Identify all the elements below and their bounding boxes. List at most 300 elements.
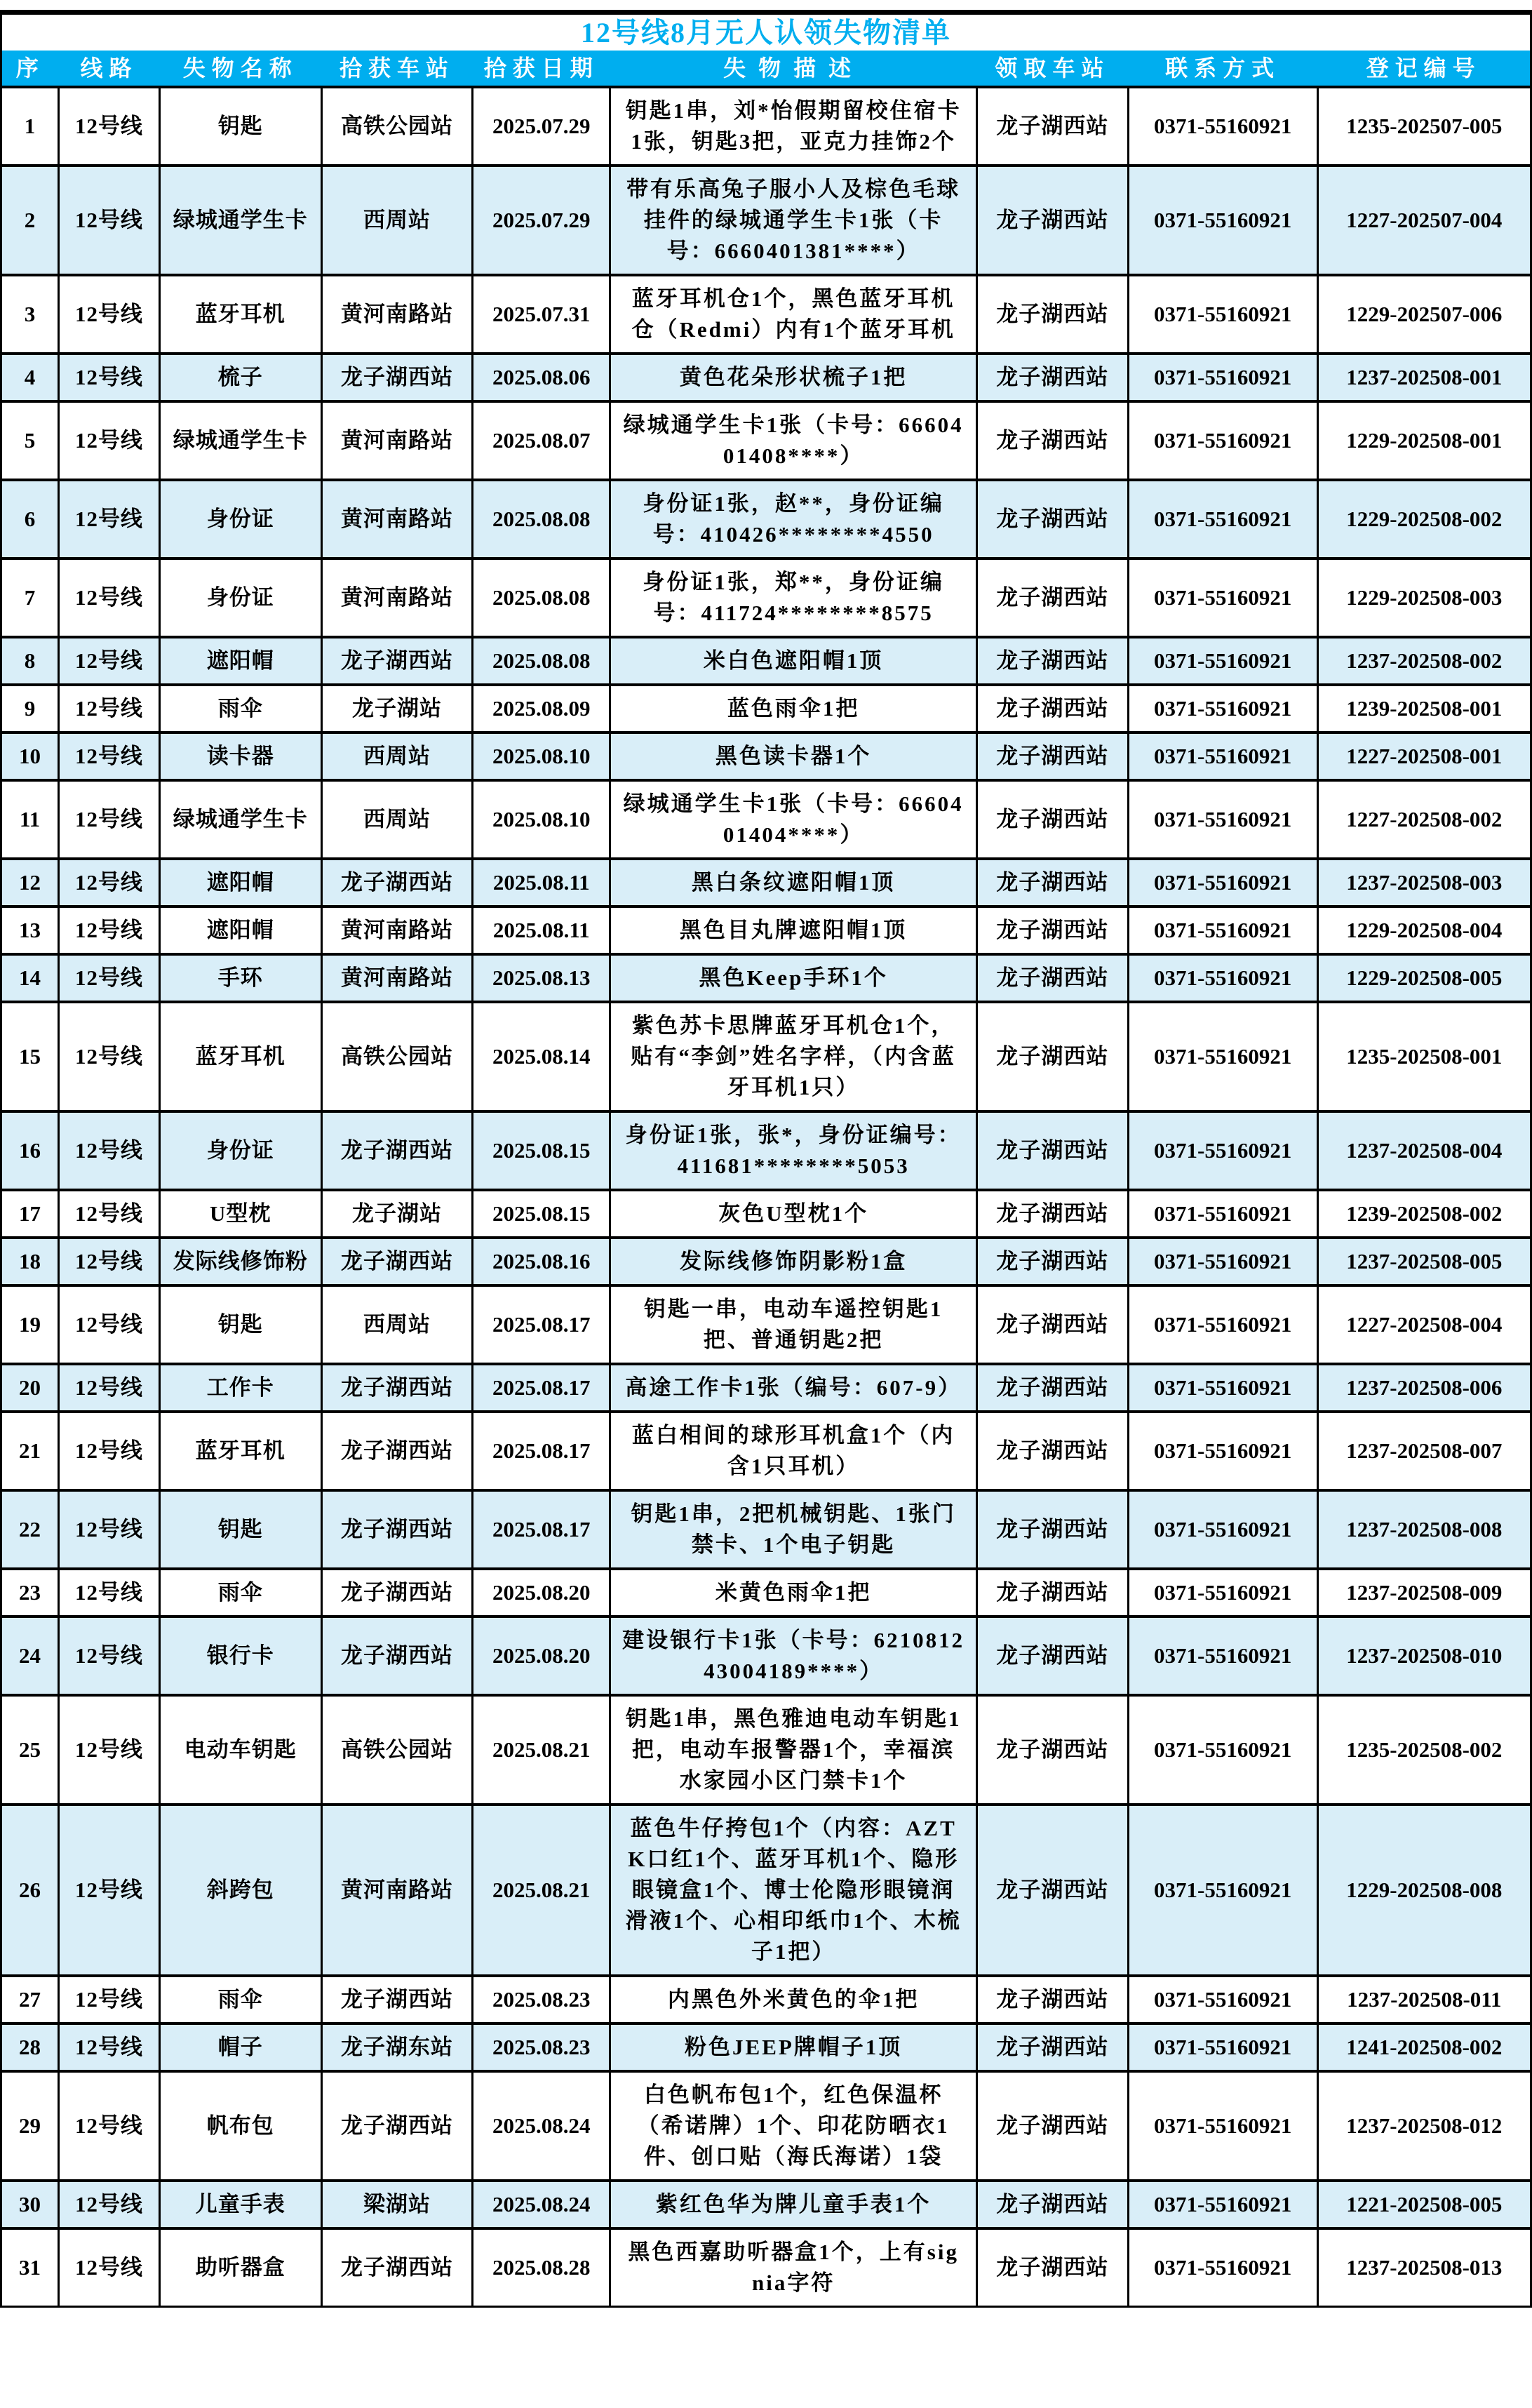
cell-description: 钥匙一串，电动车遥控钥匙1把、普通钥匙2把: [610, 1285, 977, 1364]
cell-seq: 30: [2, 2181, 59, 2228]
cell-item: 斜跨包: [159, 1805, 321, 1976]
cell-pickup_station: 龙子湖西站: [977, 1002, 1129, 1111]
cell-item: 工作卡: [159, 1364, 321, 1412]
cell-found_station: 龙子湖西站: [321, 1569, 473, 1617]
cell-found_station: 龙子湖西站: [321, 859, 473, 907]
column-header-3: 拾获车站: [321, 51, 473, 87]
cell-found_station: 黄河南路站: [321, 1805, 473, 1976]
table-row: [2, 1412, 1530, 1490]
cell-description: 黄色花朵形状梳子1把: [610, 354, 977, 401]
cell-pickup_station: 龙子湖西站: [977, 2228, 1129, 2306]
cell-line: 12号线: [59, 275, 160, 354]
cell-description: 黑色Keep手环1个: [610, 954, 977, 1002]
column-header-0: 序: [2, 51, 59, 87]
cell-seq: 11: [2, 780, 59, 859]
cell-found_date: 2025.08.10: [473, 780, 610, 859]
cell-line: 12号线: [59, 1412, 160, 1490]
cell-contact: 0371-55160921: [1128, 2181, 1317, 2228]
cell-item: 雨伞: [159, 1569, 321, 1617]
cell-pickup_station: 龙子湖西站: [977, 275, 1129, 354]
column-header-2: 失物名称: [159, 51, 321, 87]
table-row: [2, 1002, 1530, 1111]
cell-item: 绿城通学生卡: [159, 166, 321, 275]
cell-reg_no: 1235-202508-002: [1317, 1695, 1530, 1805]
cell-found_station: 龙子湖西站: [321, 1490, 473, 1569]
cell-pickup_station: 龙子湖西站: [977, 733, 1129, 780]
cell-reg_no: 1227-202508-004: [1317, 1285, 1530, 1364]
cell-item: 儿童手表: [159, 2181, 321, 2228]
cell-description: 粉色JEEP牌帽子1顶: [610, 2024, 977, 2071]
table-row: [2, 1490, 1530, 1569]
cell-line: 12号线: [59, 2024, 160, 2071]
cell-contact: 0371-55160921: [1128, 1976, 1317, 2024]
cell-pickup_station: 龙子湖西站: [977, 2071, 1129, 2181]
cell-reg_no: 1239-202508-002: [1317, 1190, 1530, 1238]
cell-found_date: 2025.08.13: [473, 954, 610, 1002]
cell-line: 12号线: [59, 1238, 160, 1285]
cell-description: 蓝白相间的球形耳机盒1个（内含1只耳机）: [610, 1412, 977, 1490]
cell-pickup_station: 龙子湖西站: [977, 1111, 1129, 1190]
cell-pickup_station: 龙子湖西站: [977, 2181, 1129, 2228]
cell-found_station: 黄河南路站: [321, 907, 473, 954]
cell-reg_no: 1237-202508-006: [1317, 1364, 1530, 1412]
cell-found_station: 高铁公园站: [321, 1002, 473, 1111]
cell-item: 手环: [159, 954, 321, 1002]
cell-description: 黑白条纹遮阳帽1顶: [610, 859, 977, 907]
cell-item: 蓝牙耳机: [159, 1412, 321, 1490]
cell-seq: 13: [2, 907, 59, 954]
cell-found_station: 梁湖站: [321, 2181, 473, 2228]
cell-found_station: 黄河南路站: [321, 401, 473, 480]
cell-description: 内黑色外米黄色的伞1把: [610, 1976, 977, 2024]
cell-seq: 20: [2, 1364, 59, 1412]
table-row: [2, 859, 1530, 907]
cell-contact: 0371-55160921: [1128, 685, 1317, 733]
table-row: [2, 954, 1530, 1002]
cell-seq: 8: [2, 637, 59, 685]
table-row: [2, 1364, 1530, 1412]
cell-item: 钥匙: [159, 1285, 321, 1364]
cell-item: 钥匙: [159, 87, 321, 166]
table-row: [2, 1617, 1530, 1695]
cell-item: 助听器盒: [159, 2228, 321, 2306]
cell-reg_no: 1237-202508-012: [1317, 2071, 1530, 2181]
cell-found_station: 龙子湖西站: [321, 1617, 473, 1695]
cell-found_station: 龙子湖西站: [321, 1364, 473, 1412]
cell-pickup_station: 龙子湖西站: [977, 1364, 1129, 1412]
table-row: [2, 1190, 1530, 1238]
table-row: [2, 87, 1530, 166]
cell-contact: 0371-55160921: [1128, 1617, 1317, 1695]
table-row: [2, 1805, 1530, 1976]
cell-seq: 12: [2, 859, 59, 907]
cell-reg_no: 1237-202508-002: [1317, 637, 1530, 685]
cell-line: 12号线: [59, 480, 160, 558]
cell-reg_no: 1227-202508-001: [1317, 733, 1530, 780]
cell-contact: 0371-55160921: [1128, 480, 1317, 558]
cell-contact: 0371-55160921: [1128, 1002, 1317, 1111]
cell-pickup_station: 龙子湖西站: [977, 1617, 1129, 1695]
cell-found_date: 2025.08.08: [473, 637, 610, 685]
cell-line: 12号线: [59, 733, 160, 780]
table-row: [2, 2071, 1530, 2181]
cell-found_date: 2025.08.23: [473, 2024, 610, 2071]
cell-contact: 0371-55160921: [1128, 1805, 1317, 1976]
cell-pickup_station: 龙子湖西站: [977, 907, 1129, 954]
cell-description: 蓝牙耳机仓1个，黑色蓝牙耳机仓（Redmi）内有1个蓝牙耳机: [610, 275, 977, 354]
cell-pickup_station: 龙子湖西站: [977, 1976, 1129, 2024]
cell-found_station: 龙子湖站: [321, 1190, 473, 1238]
cell-reg_no: 1235-202507-005: [1317, 87, 1530, 166]
cell-found_date: 2025.08.11: [473, 859, 610, 907]
cell-description: 紫色苏卡思牌蓝牙耳机仓1个，贴有“李剑”姓名字样，（内含蓝牙耳机1只）: [610, 1002, 977, 1111]
cell-line: 12号线: [59, 1285, 160, 1364]
table-row: [2, 2181, 1530, 2228]
cell-pickup_station: 龙子湖西站: [977, 1695, 1129, 1805]
table-body: [2, 87, 1530, 2306]
cell-found_station: 高铁公园站: [321, 1695, 473, 1805]
cell-found_date: 2025.08.06: [473, 354, 610, 401]
cell-contact: 0371-55160921: [1128, 954, 1317, 1002]
cell-found_date: 2025.08.17: [473, 1412, 610, 1490]
cell-reg_no: 1221-202508-005: [1317, 2181, 1530, 2228]
cell-found_station: 龙子湖西站: [321, 1412, 473, 1490]
cell-seq: 6: [2, 480, 59, 558]
cell-contact: 0371-55160921: [1128, 275, 1317, 354]
cell-found_date: 2025.08.14: [473, 1002, 610, 1111]
cell-description: 发际线修饰阴影粉1盒: [610, 1238, 977, 1285]
cell-seq: 2: [2, 166, 59, 275]
cell-seq: 10: [2, 733, 59, 780]
cell-reg_no: 1227-202508-002: [1317, 780, 1530, 859]
cell-line: 12号线: [59, 1805, 160, 1976]
lost-items-table: [2, 51, 1530, 2306]
column-header-6: 领取车站: [977, 51, 1129, 87]
cell-seq: 29: [2, 2071, 59, 2181]
cell-line: 12号线: [59, 1695, 160, 1805]
cell-line: 12号线: [59, 780, 160, 859]
cell-description: 钥匙1串，2把机械钥匙、1张门禁卡、1个电子钥匙: [610, 1490, 977, 1569]
cell-reg_no: 1235-202508-001: [1317, 1002, 1530, 1111]
cell-pickup_station: 龙子湖西站: [977, 1238, 1129, 1285]
cell-pickup_station: 龙子湖西站: [977, 2024, 1129, 2071]
cell-found_station: 西周站: [321, 780, 473, 859]
cell-reg_no: 1237-202508-007: [1317, 1412, 1530, 1490]
table-row: [2, 780, 1530, 859]
cell-line: 12号线: [59, 558, 160, 637]
cell-contact: 0371-55160921: [1128, 859, 1317, 907]
cell-seq: 17: [2, 1190, 59, 1238]
cell-contact: 0371-55160921: [1128, 87, 1317, 166]
cell-item: 遮阳帽: [159, 637, 321, 685]
cell-seq: 21: [2, 1412, 59, 1490]
cell-found_date: 2025.08.20: [473, 1617, 610, 1695]
table-row: [2, 1569, 1530, 1617]
cell-line: 12号线: [59, 1976, 160, 2024]
cell-pickup_station: 龙子湖西站: [977, 1412, 1129, 1490]
cell-item: 遮阳帽: [159, 907, 321, 954]
cell-description: 高途工作卡1张（编号：607-9）: [610, 1364, 977, 1412]
cell-found_date: 2025.07.29: [473, 166, 610, 275]
table-row: [2, 275, 1530, 354]
cell-description: 建设银行卡1张（卡号：621081243004189****）: [610, 1617, 977, 1695]
cell-line: 12号线: [59, 401, 160, 480]
cell-pickup_station: 龙子湖西站: [977, 87, 1129, 166]
cell-item: 绿城通学生卡: [159, 401, 321, 480]
cell-line: 12号线: [59, 354, 160, 401]
cell-line: 12号线: [59, 1002, 160, 1111]
cell-description: 钥匙1串，黑色雅迪电动车钥匙1把，电动车报警器1个，幸福滨水家园小区门禁卡1个: [610, 1695, 977, 1805]
cell-item: 电动车钥匙: [159, 1695, 321, 1805]
cell-item: 身份证: [159, 1111, 321, 1190]
cell-description: 绿城通学生卡1张（卡号：6660401408****）: [610, 401, 977, 480]
cell-pickup_station: 龙子湖西站: [977, 166, 1129, 275]
cell-found_date: 2025.08.23: [473, 1976, 610, 2024]
table-row: [2, 480, 1530, 558]
cell-pickup_station: 龙子湖西站: [977, 954, 1129, 1002]
cell-seq: 22: [2, 1490, 59, 1569]
cell-pickup_station: 龙子湖西站: [977, 1190, 1129, 1238]
cell-item: 梳子: [159, 354, 321, 401]
cell-description: 黑色目丸牌遮阳帽1顶: [610, 907, 977, 954]
page-title: 12号线8月无人认领失物清单: [2, 15, 1530, 51]
cell-found_date: 2025.08.15: [473, 1111, 610, 1190]
table-row: [2, 1111, 1530, 1190]
cell-contact: 0371-55160921: [1128, 558, 1317, 637]
cell-seq: 23: [2, 1569, 59, 1617]
cell-reg_no: 1237-202508-003: [1317, 859, 1530, 907]
cell-reg_no: 1237-202508-010: [1317, 1617, 1530, 1695]
cell-seq: 19: [2, 1285, 59, 1364]
table-row: [2, 2024, 1530, 2071]
table-row: [2, 685, 1530, 733]
lost-items-sheet: [0, 10, 1532, 2308]
cell-pickup_station: 龙子湖西站: [977, 637, 1129, 685]
cell-found_station: 龙子湖西站: [321, 354, 473, 401]
cell-pickup_station: 龙子湖西站: [977, 480, 1129, 558]
cell-seq: 25: [2, 1695, 59, 1805]
cell-contact: 0371-55160921: [1128, 1364, 1317, 1412]
column-header-4: 拾获日期: [473, 51, 610, 87]
cell-found_date: 2025.08.09: [473, 685, 610, 733]
cell-found_station: 龙子湖西站: [321, 1238, 473, 1285]
cell-contact: 0371-55160921: [1128, 1111, 1317, 1190]
cell-found_date: 2025.07.31: [473, 275, 610, 354]
table-row: [2, 166, 1530, 275]
cell-line: 12号线: [59, 1617, 160, 1695]
cell-reg_no: 1237-202508-004: [1317, 1111, 1530, 1190]
table-row: [2, 1285, 1530, 1364]
table-row: [2, 1695, 1530, 1805]
cell-found_station: 黄河南路站: [321, 480, 473, 558]
column-header-8: 登记编号: [1317, 51, 1530, 87]
cell-contact: 0371-55160921: [1128, 1569, 1317, 1617]
cell-reg_no: 1227-202507-004: [1317, 166, 1530, 275]
cell-pickup_station: 龙子湖西站: [977, 354, 1129, 401]
cell-seq: 31: [2, 2228, 59, 2306]
table-row: [2, 558, 1530, 637]
cell-seq: 28: [2, 2024, 59, 2071]
cell-line: 12号线: [59, 166, 160, 275]
cell-description: 身份证1张，张*，身份证编号：411681********5053: [610, 1111, 977, 1190]
cell-pickup_station: 龙子湖西站: [977, 1805, 1129, 1976]
cell-description: 米黄色雨伞1把: [610, 1569, 977, 1617]
cell-found_date: 2025.08.20: [473, 1569, 610, 1617]
cell-pickup_station: 龙子湖西站: [977, 685, 1129, 733]
cell-pickup_station: 龙子湖西站: [977, 401, 1129, 480]
cell-seq: 5: [2, 401, 59, 480]
cell-line: 12号线: [59, 87, 160, 166]
cell-found_station: 龙子湖东站: [321, 2024, 473, 2071]
cell-seq: 27: [2, 1976, 59, 2024]
cell-found_station: 龙子湖西站: [321, 1111, 473, 1190]
cell-contact: 0371-55160921: [1128, 1695, 1317, 1805]
cell-line: 12号线: [59, 907, 160, 954]
cell-pickup_station: 龙子湖西站: [977, 1490, 1129, 1569]
table-row: [2, 733, 1530, 780]
cell-contact: 0371-55160921: [1128, 1238, 1317, 1285]
cell-item: 雨伞: [159, 1976, 321, 2024]
cell-reg_no: 1237-202508-013: [1317, 2228, 1530, 2306]
cell-reg_no: 1237-202508-008: [1317, 1490, 1530, 1569]
cell-found_station: 黄河南路站: [321, 558, 473, 637]
cell-reg_no: 1237-202508-005: [1317, 1238, 1530, 1285]
cell-seq: 16: [2, 1111, 59, 1190]
cell-found_date: 2025.08.17: [473, 1490, 610, 1569]
cell-found_date: 2025.08.07: [473, 401, 610, 480]
cell-line: 12号线: [59, 685, 160, 733]
cell-seq: 9: [2, 685, 59, 733]
table-row: [2, 1238, 1530, 1285]
cell-reg_no: 1239-202508-001: [1317, 685, 1530, 733]
cell-seq: 15: [2, 1002, 59, 1111]
cell-reg_no: 1229-202507-006: [1317, 275, 1530, 354]
cell-description: 灰色U型枕1个: [610, 1190, 977, 1238]
cell-description: 身份证1张，郑**，身份证编号：411724********8575: [610, 558, 977, 637]
cell-item: 绿城通学生卡: [159, 780, 321, 859]
cell-item: 身份证: [159, 480, 321, 558]
cell-description: 黑色读卡器1个: [610, 733, 977, 780]
cell-reg_no: 1229-202508-008: [1317, 1805, 1530, 1976]
cell-found_date: 2025.08.10: [473, 733, 610, 780]
cell-found_date: 2025.08.21: [473, 1695, 610, 1805]
cell-line: 12号线: [59, 2071, 160, 2181]
cell-description: 米白色遮阳帽1顶: [610, 637, 977, 685]
cell-reg_no: 1237-202508-011: [1317, 1976, 1530, 2024]
cell-contact: 0371-55160921: [1128, 1490, 1317, 1569]
cell-seq: 18: [2, 1238, 59, 1285]
cell-reg_no: 1237-202508-001: [1317, 354, 1530, 401]
cell-seq: 4: [2, 354, 59, 401]
cell-found_station: 高铁公园站: [321, 87, 473, 166]
table-row: [2, 2228, 1530, 2306]
cell-contact: 0371-55160921: [1128, 2228, 1317, 2306]
cell-item: 遮阳帽: [159, 859, 321, 907]
cell-description: 带有乐高兔子服小人及棕色毛球挂件的绿城通学生卡1张（卡号：6660401381****）: [610, 166, 977, 275]
cell-seq: 14: [2, 954, 59, 1002]
cell-contact: 0371-55160921: [1128, 2024, 1317, 2071]
cell-contact: 0371-55160921: [1128, 1285, 1317, 1364]
cell-found_station: 龙子湖西站: [321, 1976, 473, 2024]
cell-contact: 0371-55160921: [1128, 401, 1317, 480]
cell-description: 身份证1张，赵**，身份证编号：410426********4550: [610, 480, 977, 558]
cell-found_station: 黄河南路站: [321, 275, 473, 354]
cell-line: 12号线: [59, 1569, 160, 1617]
cell-reg_no: 1229-202508-005: [1317, 954, 1530, 1002]
cell-line: 12号线: [59, 2228, 160, 2306]
cell-seq: 1: [2, 87, 59, 166]
cell-line: 12号线: [59, 1364, 160, 1412]
cell-line: 12号线: [59, 2181, 160, 2228]
cell-reg_no: 1241-202508-002: [1317, 2024, 1530, 2071]
cell-item: 帽子: [159, 2024, 321, 2071]
cell-found_station: 黄河南路站: [321, 954, 473, 1002]
cell-item: 发际线修饰粉: [159, 1238, 321, 1285]
cell-found_date: 2025.08.21: [473, 1805, 610, 1976]
cell-found_station: 龙子湖站: [321, 685, 473, 733]
cell-seq: 26: [2, 1805, 59, 1976]
cell-found_date: 2025.08.24: [473, 2071, 610, 2181]
table-header: [2, 51, 1530, 87]
cell-description: 绿城通学生卡1张（卡号：6660401404****）: [610, 780, 977, 859]
cell-item: 蓝牙耳机: [159, 275, 321, 354]
cell-item: 银行卡: [159, 1617, 321, 1695]
header-row: [2, 51, 1530, 87]
cell-contact: 0371-55160921: [1128, 780, 1317, 859]
cell-item: 读卡器: [159, 733, 321, 780]
cell-contact: 0371-55160921: [1128, 166, 1317, 275]
cell-found_station: 西周站: [321, 733, 473, 780]
cell-found_date: 2025.08.16: [473, 1238, 610, 1285]
cell-description: 蓝色雨伞1把: [610, 685, 977, 733]
cell-contact: 0371-55160921: [1128, 1412, 1317, 1490]
cell-description: 黑色西嘉助听器盒1个，上有signia字符: [610, 2228, 977, 2306]
cell-line: 12号线: [59, 637, 160, 685]
cell-found_date: 2025.08.15: [473, 1190, 610, 1238]
cell-item: 身份证: [159, 558, 321, 637]
cell-found_date: 2025.08.08: [473, 558, 610, 637]
cell-line: 12号线: [59, 1190, 160, 1238]
column-header-7: 联系方式: [1128, 51, 1317, 87]
cell-found_station: 龙子湖西站: [321, 2071, 473, 2181]
cell-reg_no: 1229-202508-002: [1317, 480, 1530, 558]
column-header-1: 线路: [59, 51, 160, 87]
cell-reg_no: 1229-202508-001: [1317, 401, 1530, 480]
cell-reg_no: 1237-202508-009: [1317, 1569, 1530, 1617]
cell-seq: 3: [2, 275, 59, 354]
cell-contact: 0371-55160921: [1128, 354, 1317, 401]
cell-found_station: 龙子湖西站: [321, 637, 473, 685]
cell-found_station: 西周站: [321, 1285, 473, 1364]
cell-seq: 7: [2, 558, 59, 637]
cell-contact: 0371-55160921: [1128, 907, 1317, 954]
cell-description: 白色帆布包1个，红色保温杯（希诺牌）1个、印花防晒衣1件、创口贴（海氏海诺）1袋: [610, 2071, 977, 2181]
cell-pickup_station: 龙子湖西站: [977, 780, 1129, 859]
cell-line: 12号线: [59, 859, 160, 907]
cell-line: 12号线: [59, 1111, 160, 1190]
cell-item: 钥匙: [159, 1490, 321, 1569]
cell-line: 12号线: [59, 954, 160, 1002]
cell-found_date: 2025.08.24: [473, 2181, 610, 2228]
cell-pickup_station: 龙子湖西站: [977, 1569, 1129, 1617]
cell-pickup_station: 龙子湖西站: [977, 558, 1129, 637]
cell-contact: 0371-55160921: [1128, 637, 1317, 685]
cell-contact: 0371-55160921: [1128, 733, 1317, 780]
cell-contact: 0371-55160921: [1128, 1190, 1317, 1238]
cell-found_date: 2025.08.08: [473, 480, 610, 558]
table-row: [2, 1976, 1530, 2024]
cell-found_date: 2025.08.17: [473, 1364, 610, 1412]
